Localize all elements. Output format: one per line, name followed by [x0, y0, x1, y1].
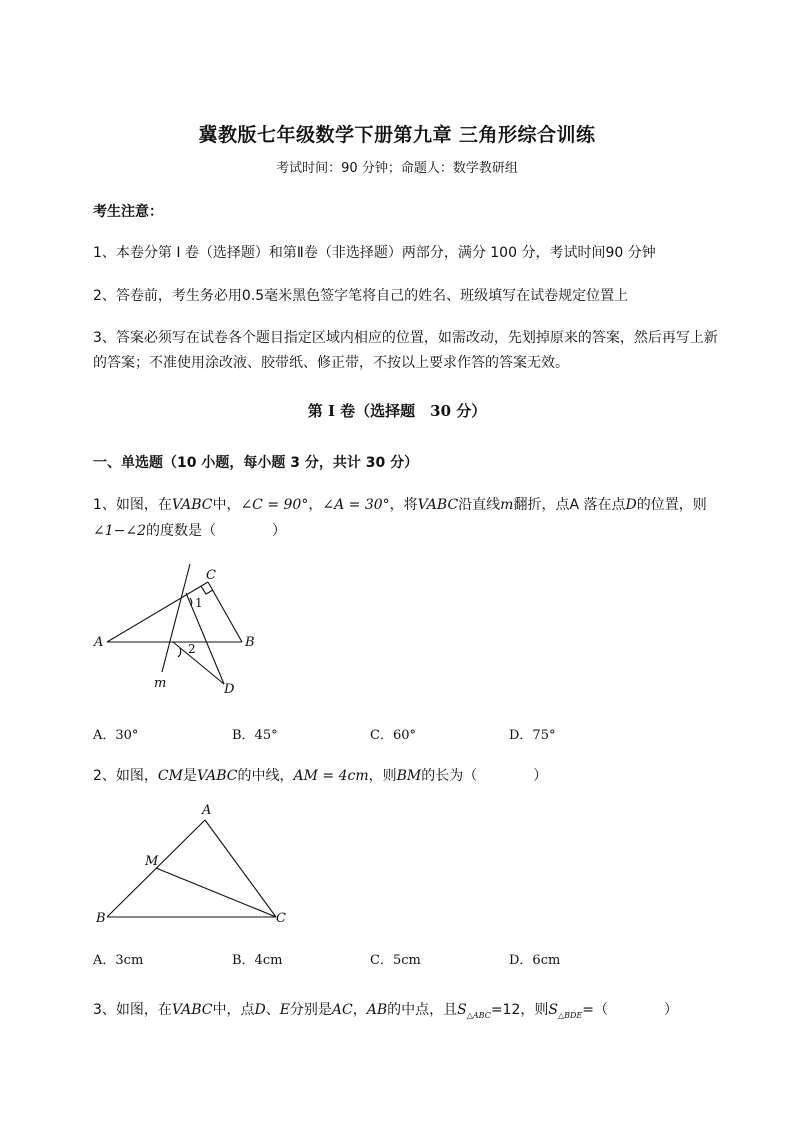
notice-item-1: 1、本卷分第 I 卷（选择题）和第Ⅱ卷（非选择题）两部分，满分 100 分，考试时间90 分钟: [93, 245, 656, 261]
notice-item-3-line-2: 的答案；不准使用涂改液、胶带纸、修正带，不按以上要求作答的答案无效。: [93, 355, 569, 371]
question-2-figure: [90, 798, 300, 933]
q2-text: ，则: [368, 768, 397, 784]
q1-option-b[interactable]: B．45°: [232, 728, 278, 743]
q1-text: ，将: [389, 497, 418, 513]
q3-triangle: VABC: [171, 1002, 213, 1018]
q3-point-e: E: [279, 1002, 290, 1018]
page-title: 冀教版七年级数学下册第九章 三角形综合训练: [198, 124, 596, 146]
notice-item-2: 2、答卷前，考生务必用0.5毫米黑色签字笔将自己的姓名、班级填写在试卷规定位置上: [93, 288, 629, 304]
angle-2-arc: [178, 648, 181, 657]
q1-option-c[interactable]: C．60°: [370, 728, 416, 743]
q1-angle-c: ∠C = 90°: [240, 497, 309, 513]
q3-text: 分别是: [289, 1002, 332, 1018]
q2-text: 是: [182, 768, 197, 784]
q1-triangle: VABC: [171, 497, 213, 513]
q3-text: ，则: [520, 1002, 549, 1018]
q3-area-subscript: △BDE: [557, 1010, 583, 1020]
section-title: 第 I 卷（选择题 30 分）: [307, 402, 487, 420]
q1-text: 中，: [212, 497, 241, 513]
q2-bm: BM: [396, 768, 422, 784]
q3-text: =（ ）: [582, 1002, 678, 1018]
question-1-figure: [90, 560, 260, 700]
q2-option-a[interactable]: A．3cm: [93, 953, 144, 968]
q3-text: 的中点，且: [387, 1002, 458, 1018]
segment-cb: [208, 582, 242, 642]
q1-option-d[interactable]: D．75°: [509, 728, 556, 743]
q1-line-m: m: [500, 497, 514, 513]
q3-area-symbol: S: [548, 1002, 558, 1018]
label-c: C: [206, 568, 216, 583]
q1-option-a[interactable]: A．30°: [93, 728, 139, 743]
q1-text: 翻折，点A 落在点: [513, 497, 626, 513]
question-1-stem: [93, 494, 707, 514]
q2-text: 的长为（ ）: [421, 768, 548, 784]
line-m: [162, 564, 190, 672]
question-3-stem: [93, 999, 678, 1020]
q2-option-b[interactable]: B．4cm: [232, 953, 283, 968]
q3-text: 中，点: [212, 1002, 255, 1018]
q1-angle-diff: ∠1−∠2: [93, 523, 147, 539]
label-a: A: [94, 635, 104, 650]
q2-median: CM: [157, 768, 183, 784]
exam-info: 考试时间：90 分钟；命题人：数学教研组: [276, 161, 518, 176]
q3-area-symbol: S: [457, 1002, 467, 1018]
q2-option-d[interactable]: D．6cm: [509, 953, 561, 968]
q3-segment-ac: AC: [331, 1002, 353, 1018]
label-m: m: [154, 676, 167, 691]
q1-text: 沿直线: [458, 497, 501, 513]
section-subheading: 一、单选题（10 小题，每小题 3 分，共计 30 分）: [93, 455, 419, 471]
segment-ac: [107, 582, 208, 642]
q3-area-subscript: △ABC: [466, 1010, 491, 1020]
notice-item-3-line-1: 3、答案必须写在试卷各个题目指定区域内相应的位置，如需改动，先划掉原来的答案，然后再写上新: [93, 330, 718, 346]
segment-fold-d: [186, 593, 224, 684]
q1-text: 的度数是（ ）: [146, 523, 287, 539]
q1-text: ，: [308, 497, 323, 513]
q2-text: 的中线，: [237, 768, 294, 784]
q2-triangle: VABC: [196, 768, 238, 784]
q3-text: 3、如图，在: [93, 1002, 172, 1018]
q3-segment-ab: AB: [366, 1002, 388, 1018]
question-2-stem: [93, 765, 547, 785]
q1-point-d: D: [625, 497, 637, 513]
q1-angle-a: ∠A = 30°: [322, 497, 390, 513]
q3-area-value: =12: [490, 1002, 521, 1018]
label-angle-2: 2: [188, 642, 196, 656]
label-d: D: [224, 682, 235, 697]
q2-text: 2、如图，: [93, 768, 158, 784]
q1-text: 的位置，则: [636, 497, 707, 513]
label-b: B: [96, 911, 106, 926]
q3-point-d: D: [254, 1002, 266, 1018]
q2-am-length: AM = 4cm: [293, 768, 369, 784]
q3-text: 、: [265, 1002, 280, 1018]
q1-text: 1、如图，在: [93, 497, 172, 513]
label-m: M: [145, 854, 159, 869]
label-angle-1: 1: [195, 596, 203, 610]
question-1-stem-line-2: [93, 520, 286, 540]
notice-heading: 考生注意：: [93, 204, 163, 220]
q2-option-c[interactable]: C．5cm: [370, 953, 421, 968]
q3-text: ，: [352, 1002, 367, 1018]
q1-triangle: VABC: [417, 497, 459, 513]
label-a: A: [202, 803, 212, 818]
label-b: B: [245, 635, 255, 650]
label-c: C: [276, 911, 286, 926]
